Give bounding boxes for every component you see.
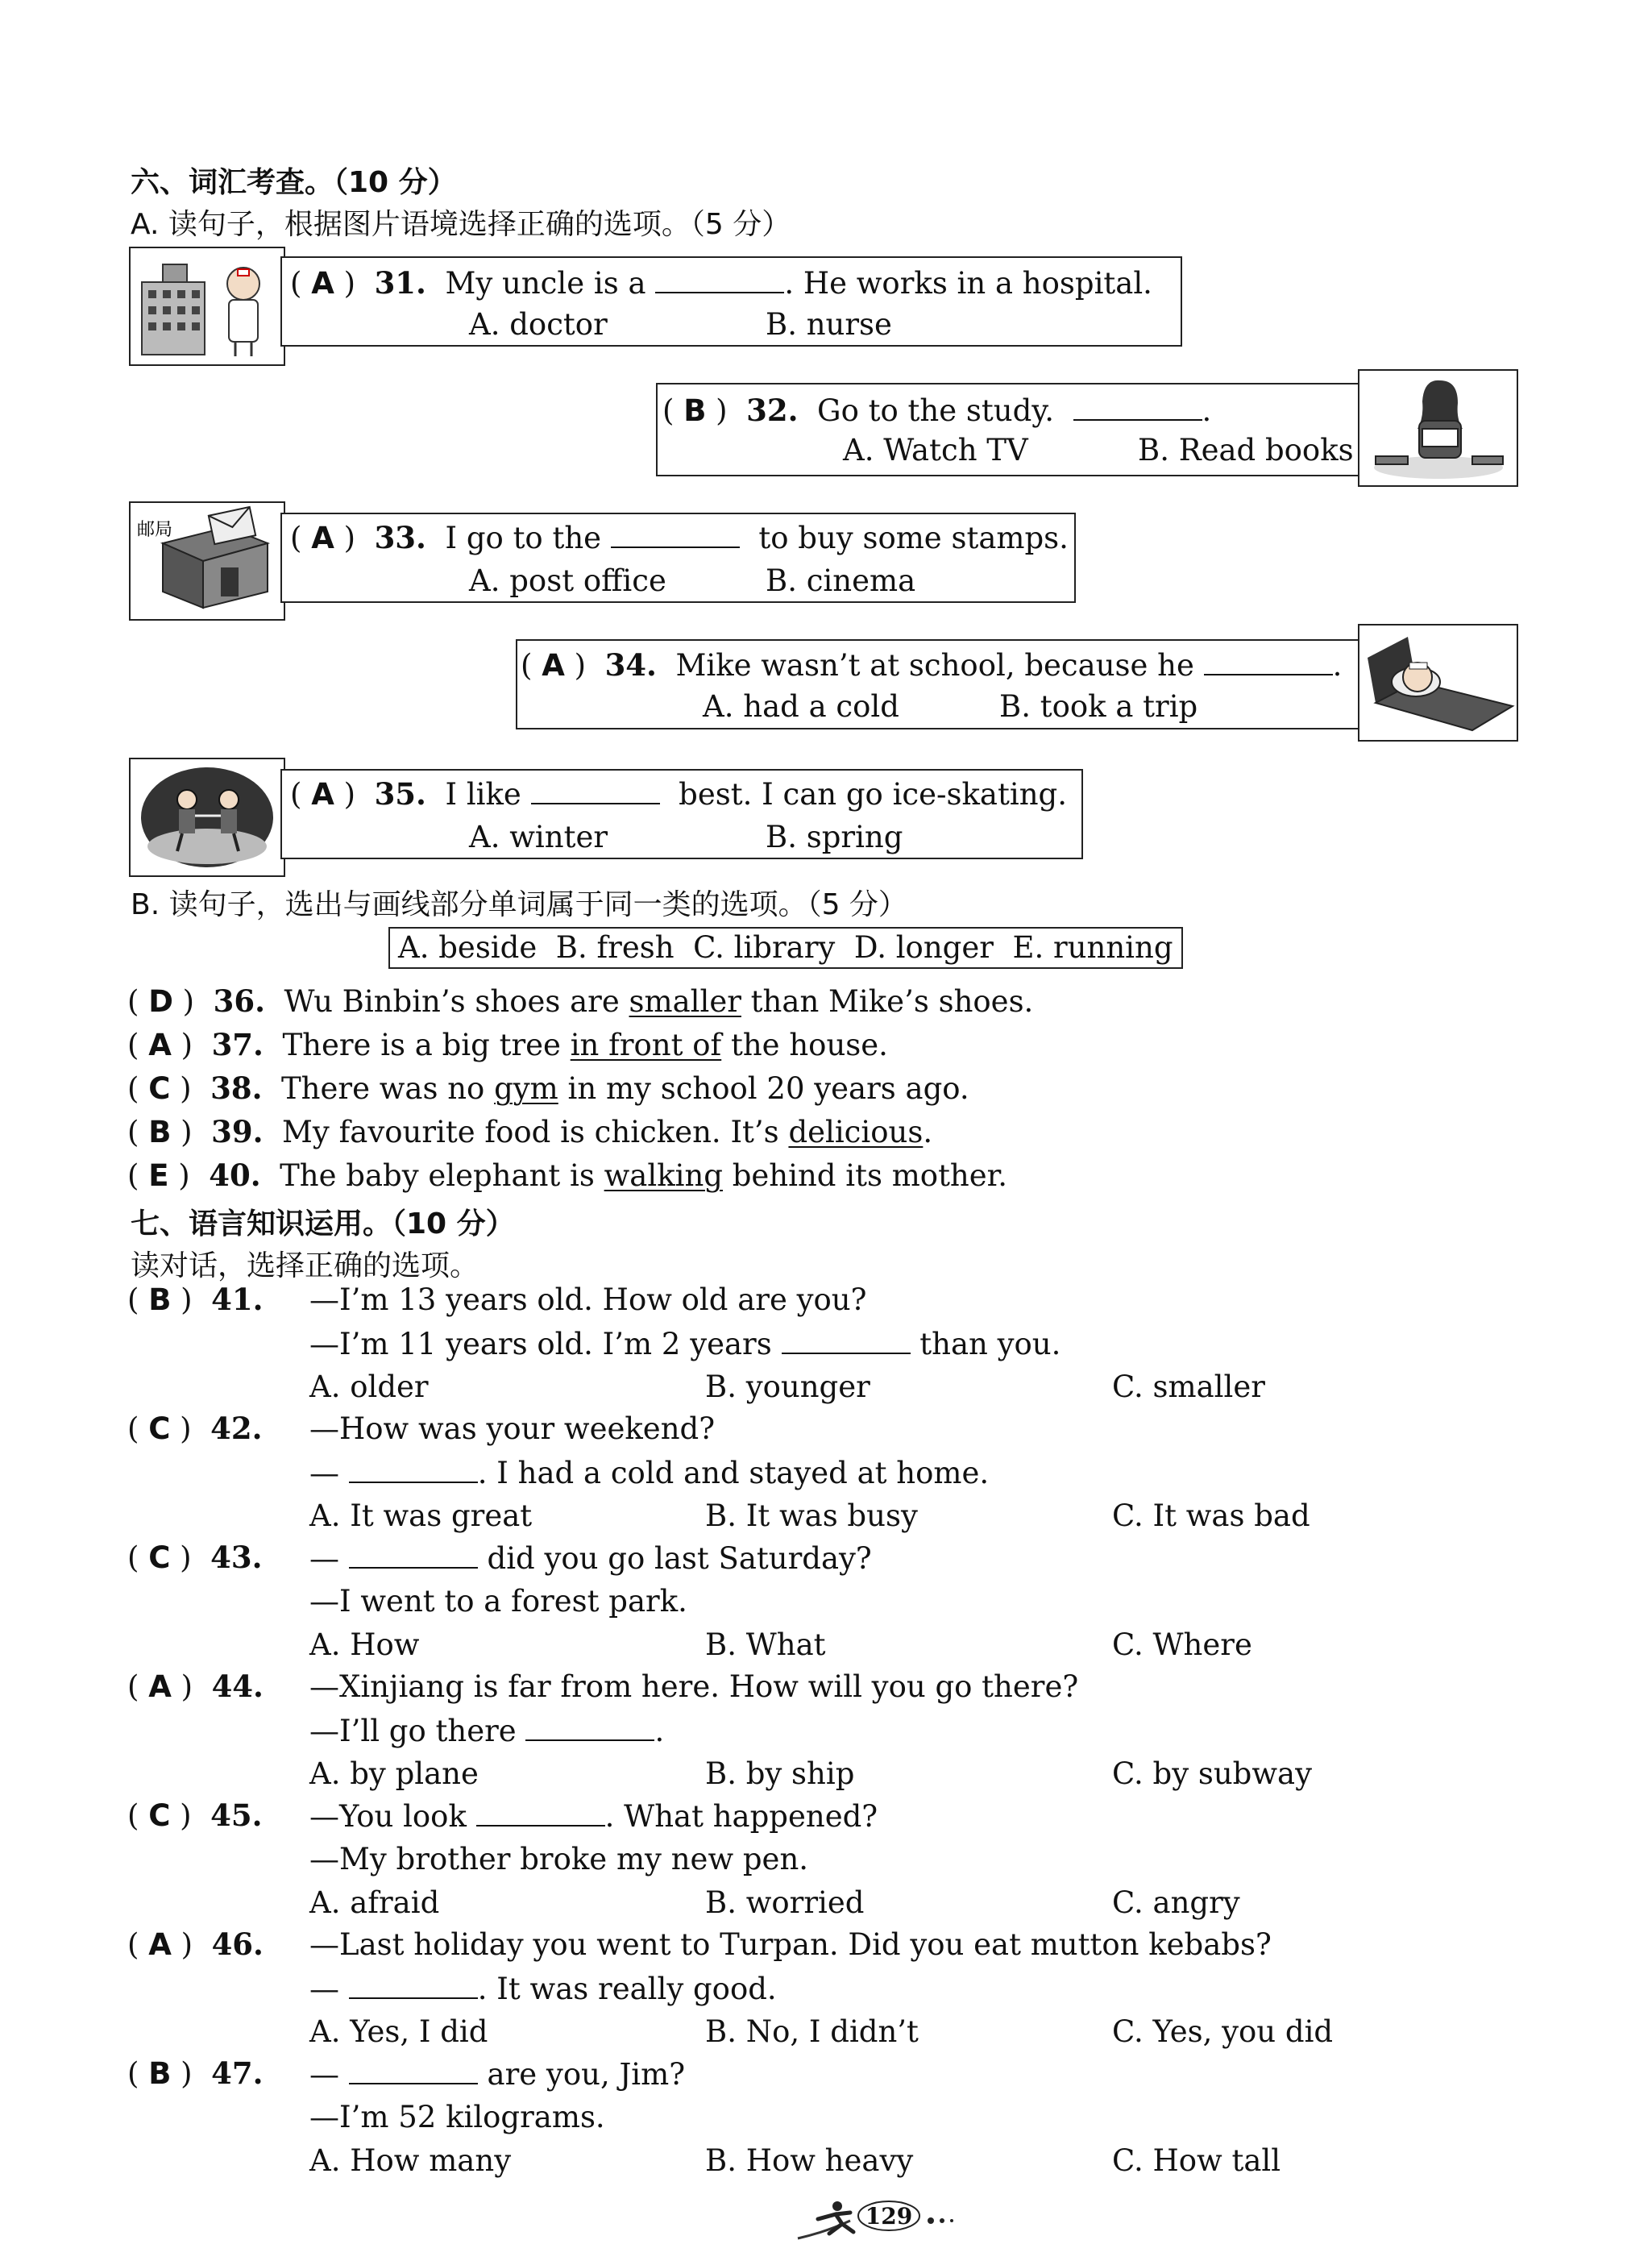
option-c: C. Where (1112, 1627, 1252, 1662)
question-32-line: ( B ) 32. Go to the study. . (662, 393, 1212, 428)
question-46: ( A ) 46. (127, 1926, 264, 1962)
question-42: ( C ) 42. (127, 1411, 263, 1446)
option-b: B. took a trip (999, 689, 1198, 724)
underlined-word: delicious (788, 1115, 924, 1149)
option-b: B. nurse (766, 307, 892, 342)
underlined-word: gym (494, 1071, 558, 1106)
option-c: C. It was bad (1112, 1498, 1310, 1533)
answer-31: A (311, 266, 334, 301)
answer-blank (655, 268, 784, 293)
answer-blank (1073, 395, 1202, 421)
question-47: ( B ) 47. (127, 2055, 264, 2091)
option-c: C. angry (1112, 1885, 1240, 1920)
answer-33: A (311, 521, 334, 555)
option-b: B. worried (705, 1885, 865, 1920)
option-b: B. younger (705, 1369, 870, 1404)
post-office-picture (129, 501, 285, 621)
option-a: A. Watch TV (843, 433, 1028, 468)
answer-blank (349, 1457, 478, 1483)
question-38: ( C ) 38. There was no gym in my school 20 years ago. (127, 1070, 969, 1106)
question-39: ( B ) 39. My favourite food is chicken. It’s delicious. (127, 1114, 933, 1149)
post-office-sign: 邮局 (137, 520, 173, 540)
question-44: ( A ) 44. (127, 1669, 264, 1704)
dialog-line: — . I had a cold and stayed at home. (309, 1456, 990, 1490)
option-b: B. It was busy (705, 1498, 918, 1533)
dialog-line: — did you go last Saturday? (309, 1541, 872, 1576)
answer-32: B (683, 393, 707, 428)
option-a: A. doctor (469, 307, 608, 342)
answer-blank (349, 1973, 478, 1999)
question-45: ( C ) 45. (127, 1797, 263, 1833)
dialog-line: —My brother broke my new pen. (309, 1842, 809, 1876)
option-a: A. How (309, 1627, 420, 1662)
section-6-part-a: A. 读句子，根据图片语境选择正确的选项。（5 分） (131, 208, 791, 241)
answer-blank (611, 522, 740, 548)
option-c: C. Yes, you did (1112, 2014, 1334, 2049)
ice-skating-picture (129, 758, 285, 877)
question-35-line: ( A ) 35. I like best. I can go ice-skating. (290, 776, 1067, 812)
answer-34: A (542, 648, 565, 683)
dialog-line: — are you, Jim? (309, 2057, 686, 2092)
answer-blank (349, 1543, 478, 1569)
section-6-part-b: B. 读句子，选出与画线部分单词属于同一类的选项。（5 分） (131, 888, 907, 921)
underlined-word: walking (604, 1158, 723, 1193)
option-a: A. had a cold (703, 689, 899, 724)
option-a: A. How many (309, 2143, 512, 2178)
section-7-title: 七、语言知识运用。（10 分） (131, 1207, 515, 1241)
question-43: ( C ) 43. (127, 1540, 263, 1575)
underlined-word: smaller (629, 984, 741, 1019)
dialog-line: —I’ll go there . (309, 1714, 665, 1748)
option-c: C. How tall (1112, 2143, 1281, 2178)
sick-in-bed-picture (1358, 624, 1518, 742)
option-c: C. by subway (1112, 1756, 1312, 1791)
option-a: A. It was great (309, 1498, 533, 1533)
answer-blank (476, 1801, 605, 1827)
section-6-title: 六、词汇考查。（10 分） (131, 166, 457, 199)
doctor-hospital-picture (129, 247, 285, 366)
question-37: ( A ) 37. There is a big tree in front of the house. (127, 1027, 888, 1062)
option-a: A. winter (469, 820, 608, 854)
dialog-line: —How was your weekend? (309, 1411, 716, 1446)
answer-blank (349, 2059, 478, 2084)
answer-35: A (311, 777, 334, 812)
option-a: A. Yes, I did (309, 2014, 488, 2049)
dialog-line: —Xinjiang is far from here. How will you go there? (309, 1669, 1079, 1704)
question-41: ( B ) 41. (127, 1282, 264, 1317)
underlined-word: in front of (570, 1028, 722, 1062)
dialog-line: —I went to a forest park. (309, 1584, 687, 1619)
question-31-line: ( A ) 31. My uncle is a . He works in a hospital. (290, 265, 1152, 301)
word-bank: A. beside B. fresh C. library D. longer E. running (388, 927, 1183, 969)
option-b: B. No, I didn’t (705, 2014, 919, 2049)
dialog-line: —Last holiday you went to Turpan. Did you eat mutton kebabs? (309, 1927, 1272, 1962)
answer-blank (525, 1715, 654, 1741)
dialog-line: —You look . What happened? (309, 1799, 878, 1834)
page-footer (794, 2196, 987, 2245)
dialog-line: —I’m 13 years old. How old are you? (309, 1282, 867, 1317)
page-number: 129 (865, 2203, 913, 2230)
option-b: B. cinema (766, 563, 916, 598)
option-a: A. by plane (309, 1756, 479, 1791)
question-33-line: ( A ) 33. I go to the to buy some stamps. (290, 520, 1069, 555)
dialog-line: —I’m 11 years old. I’m 2 years than you. (309, 1327, 1061, 1361)
option-b: B. What (705, 1627, 826, 1662)
option-b: B. Read books (1138, 433, 1354, 468)
dialog-line: —I’m 52 kilograms. (309, 2100, 605, 2134)
dialog-line: — . It was really good. (309, 1972, 777, 2006)
option-a: A. post office (469, 563, 666, 598)
answer-blank (1204, 650, 1333, 675)
girl-reading-picture (1358, 369, 1518, 487)
section-7-instruction: 读对话，选择正确的选项。 (131, 1249, 479, 1282)
question-34-line: ( A ) 34. Mike wasn’t at school, because he . (521, 647, 1343, 683)
option-a: A. afraid (309, 1885, 440, 1920)
question-36: ( D ) 36. Wu Binbin’s shoes are smaller than Mike’s shoes. (127, 983, 1034, 1019)
question-40: ( E ) 40. The baby elephant is walking behind its mother. (127, 1157, 1008, 1193)
option-a: A. older (309, 1369, 429, 1404)
option-b: B. spring (766, 820, 903, 854)
option-b: B. How heavy (705, 2143, 914, 2178)
option-b: B. by ship (705, 1756, 855, 1791)
answer-blank (782, 1328, 911, 1354)
option-c: C. smaller (1112, 1369, 1265, 1404)
answer-blank (531, 779, 660, 804)
